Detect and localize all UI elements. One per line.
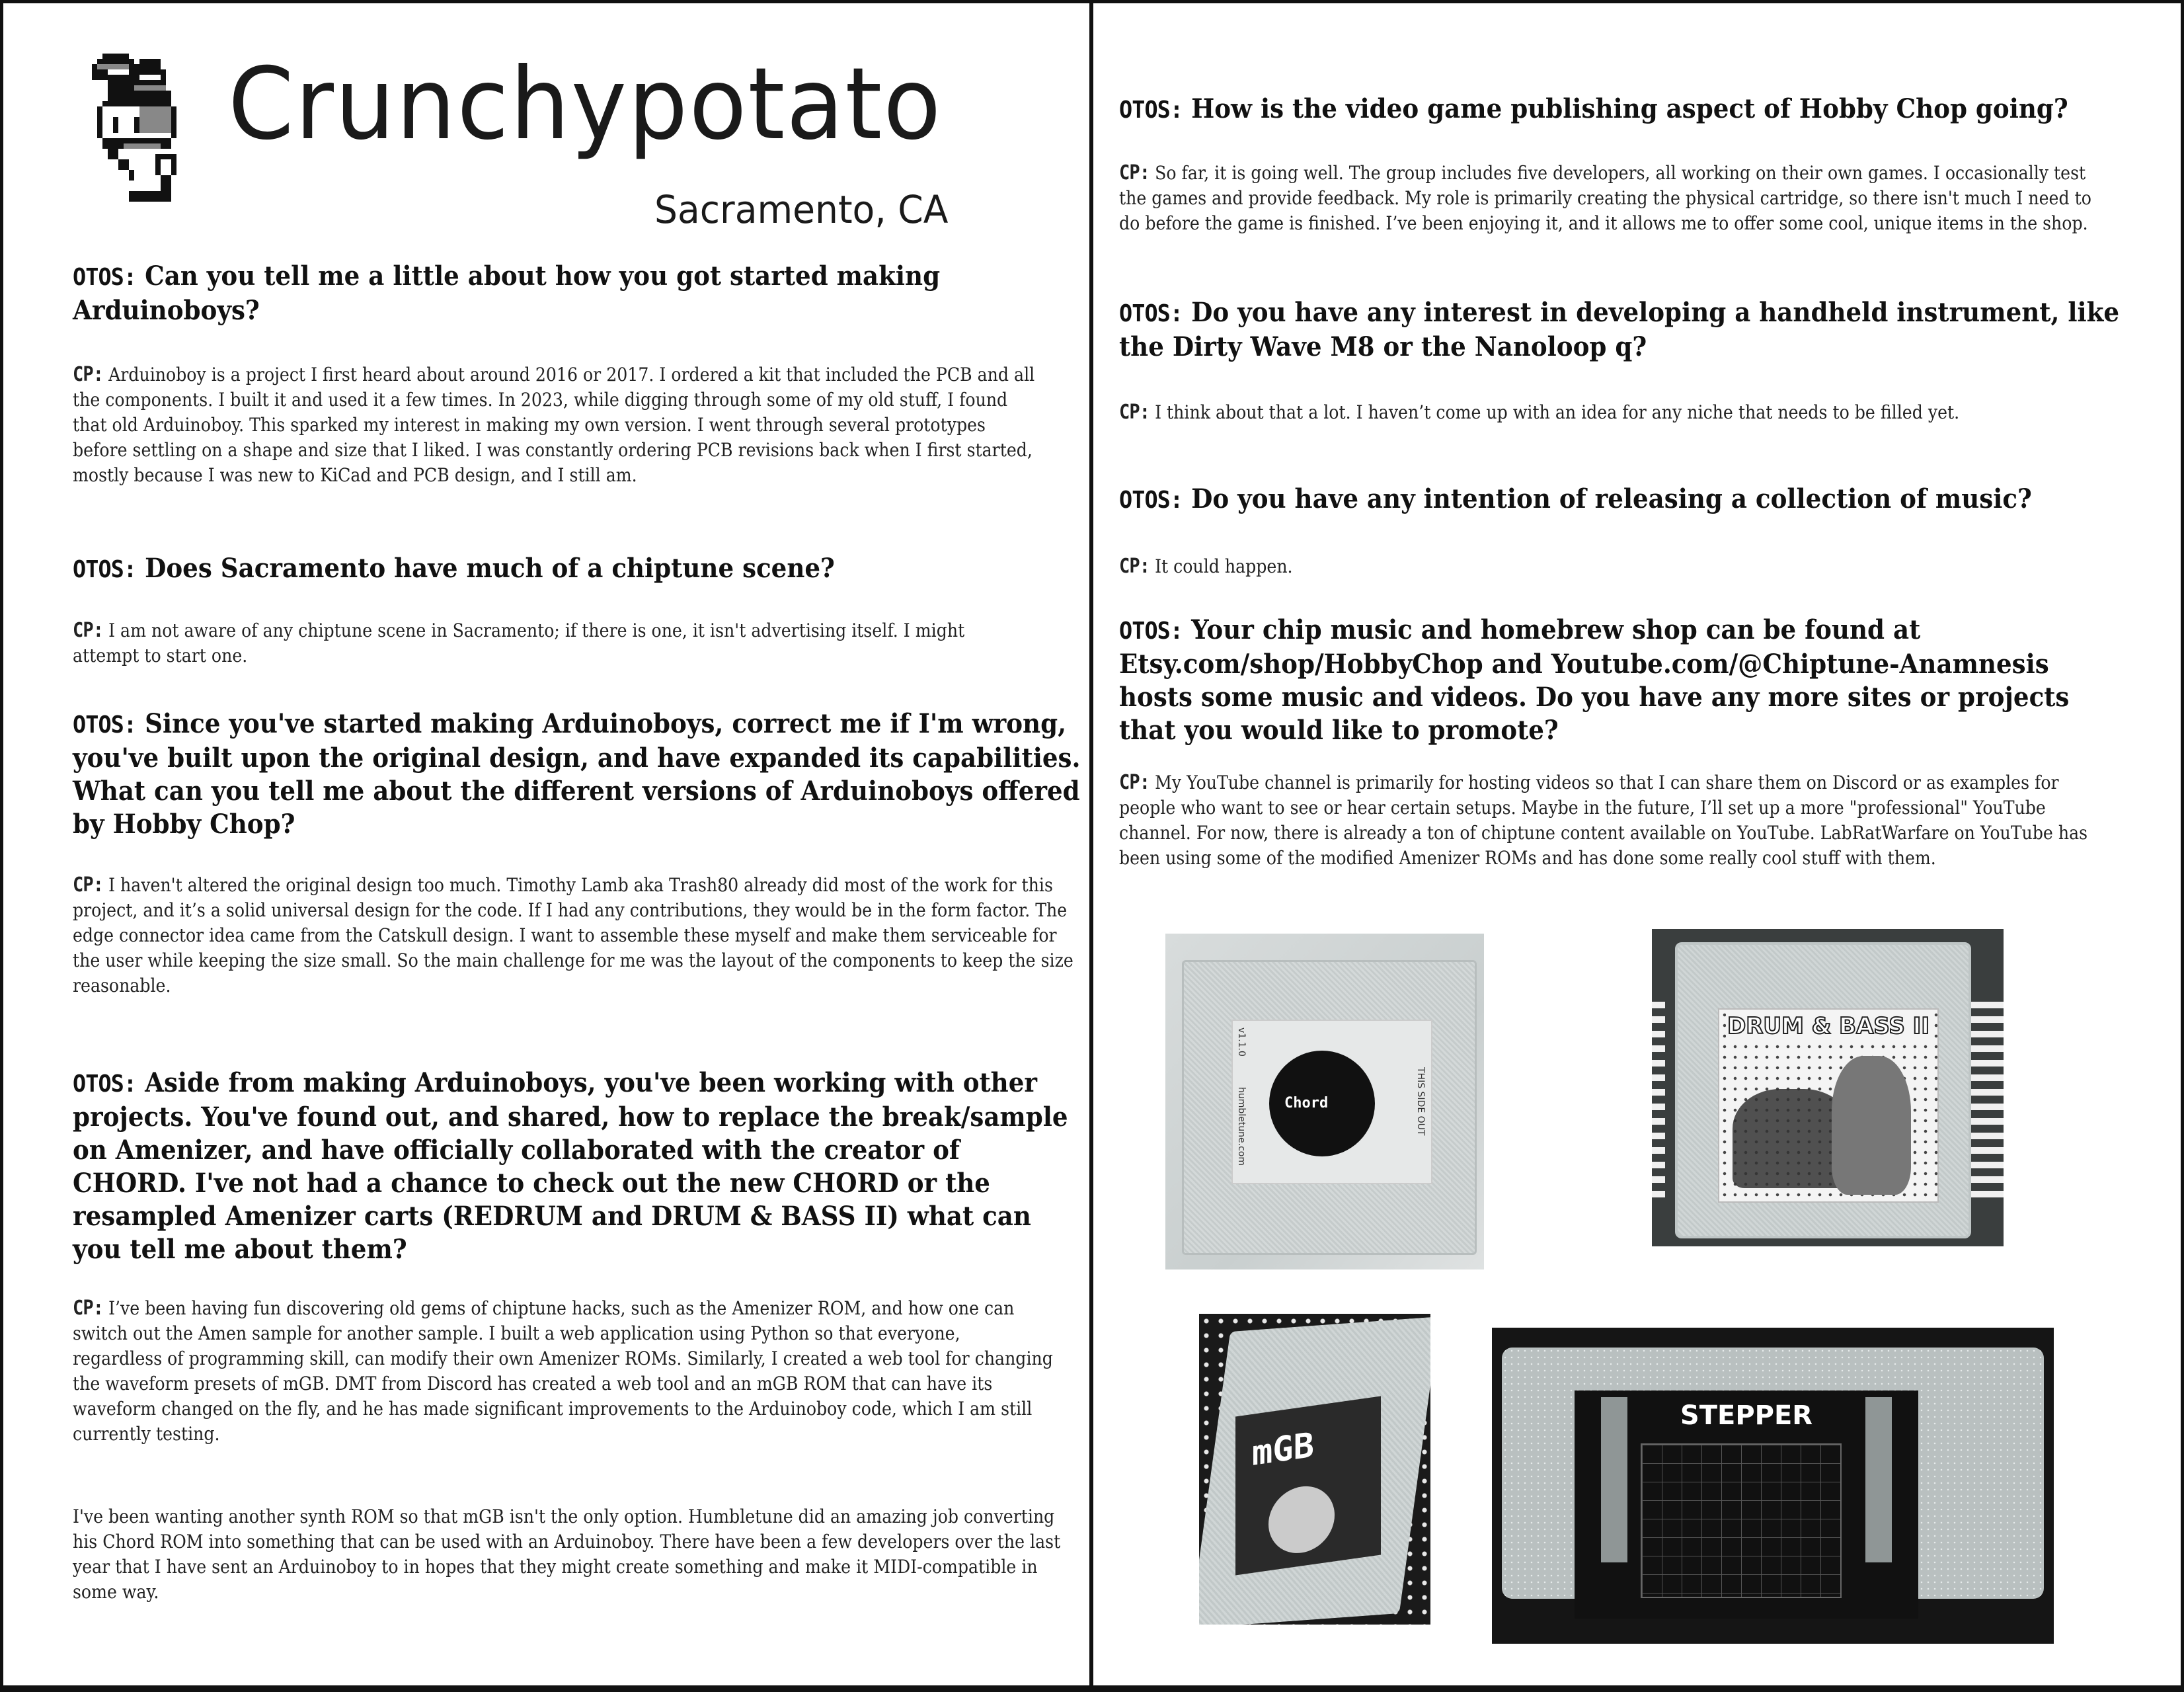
interviewer-label: OTOS: (1119, 487, 1183, 514)
question-text: Do you have any interest in developing a handheld instrument, like the Dirty Wave M8 or the Nanoloop q? (1119, 297, 2120, 362)
cartridge-label (1718, 1008, 1939, 1203)
photo-mgb-cartridge (1199, 1314, 1430, 1625)
interviewee-label: CP: (1119, 771, 1150, 794)
answer-text: My YouTube channel is primarily for hosting videos so that I can share them on Discord or as examples for people who want to see or hear certain setups. Maybe in the future, I’ll set up a more "professional" YouTube channel. For now, there is already a ton of chiptune content available on YouTube. LabRatWarfare on YouTube has been using some of the modified Amenizer ROMs and has done some really cool stuff with them. (1119, 772, 2088, 869)
question-8 (1119, 614, 2127, 747)
question-5 (1119, 93, 2127, 127)
question-2 (73, 552, 1056, 586)
interviewer-label: OTOS: (73, 556, 137, 583)
answer-text: So far, it is going well. The group includes five developers, all working on their own games. I occasionally test the games and provide feedback. My role is primarily creating the physical cartridge, so there isn't much I need to do before the game is finished. I’ve been enjoying it, and it allows me to offer some cool, unique items in the shop. (1119, 162, 2091, 234)
answer-3 (73, 873, 1078, 998)
photo-chord-cartridge (1165, 934, 1484, 1269)
interviewee-label: CP: (1119, 401, 1150, 424)
answer-text: I am not aware of any chiptune scene in Sacramento; if there is one, it isn't advertising itself. I might attempt to start one. (73, 620, 965, 666)
answer-1 (73, 362, 1036, 488)
interviewee-label: CP: (73, 363, 104, 386)
interviewer-label: OTOS: (1119, 97, 1183, 124)
pixel-globe-icon (1268, 1482, 1335, 1557)
photo-drum-bass-cartridge (1652, 929, 2004, 1246)
answer-6 (1119, 400, 2101, 425)
question-6 (1119, 296, 2127, 364)
interviewee-label: CP: (73, 619, 104, 642)
photo-stepper-cartridge (1492, 1328, 2054, 1644)
interviewer-label: OTOS: (1119, 300, 1183, 327)
location-subtitle: Sacramento, CA (654, 187, 949, 232)
interviewee-label: CP: (73, 873, 104, 897)
answer-8 (1119, 770, 2119, 871)
background-stripes (1652, 1002, 1665, 1200)
answer-5 (1119, 161, 2101, 236)
question-3 (73, 707, 1099, 841)
question-text: Your chip music and homebrew shop can be found at Etsy.com/shop/HobbyChop and Youtube.com/@Chiptune-Anamnesis hosts some music and videos. Do you have any more sites or projects that you would like to promote? (1119, 614, 2070, 746)
question-text: Do you have any intention of releasing a collection of music? (1191, 483, 2032, 514)
sequencer-grid-illustration (1641, 1443, 1842, 1598)
question-text: Can you tell me a little about how you got started making Arduinoboys? (73, 261, 941, 326)
cartridge-label (1575, 1390, 1918, 1619)
pixel-bunny-sprite-icon (71, 53, 187, 218)
cartridge-label (1235, 1396, 1381, 1576)
interviewer-label: OTOS: (73, 264, 137, 291)
answer-text: I’ve been having fun discovering old gems of chiptune hacks, such as the Amenizer ROM, and how one can switch out the Amen sample for another sample. I built a web application using Python so that everyone, regardless of programming skill, can modify their own Amenizer ROMs. Similarly, I created a web tool for changing the waveform presets of mGB. DMT from Discord has created a web tool and an mGB ROM that can have its waveform changed on the fly, and he has made significant improvements to the Arduinoboy code, which I am still currently testing. (73, 1297, 1053, 1445)
question-text: Since you've started making Arduinoboys, correct me if I'm wrong, you've built upon the original design, and have expanded its capabilities. What can you tell me about the different versions of Arduinoboys offered by Hobby Chop? (73, 708, 1081, 840)
interviewee-label: CP: (1119, 555, 1150, 578)
drummer-illustration (1832, 1056, 1911, 1195)
answer-text: I think about that a lot. I haven’t come up with an idea for any niche that needs to be filled yet. (1155, 401, 1960, 423)
interviewer-label: OTOS: (1119, 618, 1183, 645)
answer-text: Arduinoboy is a project I first heard about around 2016 or 2017. I ordered a kit that included the PCB and all the components. I built it and used it a few times. In 2023, while digging through some of my old stuff, I found that old Arduinoboy. This sparked my interest in making my own version. I went through several prototypes before settling on a shape and size that I liked. I was constantly ordering PCB revisions back when I first started, mostly because I was new to KiCad and PCB design, and I still am. (73, 364, 1035, 486)
question-7 (1119, 483, 2127, 517)
answer-4-continued (73, 1504, 1078, 1605)
label-title: DRUM & BASS II (1726, 1013, 1931, 1039)
answer-text: I've been wanting another synth ROM so that mGB isn't the only option. Humbletune did an amazing job converting his Chord ROM into something that can be used with an Arduinoboy. There have been a few developers over the last year that I have sent an Arduinoboy to in hopes that they might create something and make it MIDI-compatible in some way. (73, 1506, 1061, 1603)
version-text: v1.1.0 (1236, 1027, 1247, 1057)
question-text: Aside from making Arduinoboys, you've been working with other projects. You've found out, and shared, how to replace the break/sample on Amenizer, and have officially collaborated with the creator of CHORD. I've not had a chance to check out the new CHORD or the resampled Amenizer carts (REDRUM and DRUM & BASS II) what can you tell me about them? (73, 1067, 1068, 1265)
answer-text: I haven't altered the original design too much. Timothy Lamb aka Trash80 already did most of the work for this project, and it’s a solid universal design for the code. If I had any contributions, they would be in the form factor. The edge connector idea came from the Catskull design. I want to assemble these myself and make them serviceable for the user while keeping the size small. So the main challenge for me was the layout of the components to keep the size reasonable. (73, 874, 1073, 996)
question-4 (73, 1067, 1069, 1266)
label-title: STEPPER (1680, 1400, 1813, 1431)
side-out-text: THIS SIDE OUT (1415, 1067, 1426, 1136)
question-1 (73, 260, 1032, 327)
answer-text: It could happen. (1155, 555, 1293, 577)
answer-4 (73, 1296, 1054, 1447)
interviewee-label: CP: (1119, 161, 1150, 184)
answer-2 (73, 618, 1025, 668)
cartridge-label (1231, 1020, 1432, 1184)
interviewer-label: OTOS: (73, 1070, 137, 1098)
question-text: Does Sacramento have much of a chiptune scene? (145, 553, 835, 584)
interviewee-label: CP: (73, 1297, 104, 1320)
question-text: How is the video game publishing aspect of Hobby Chop going? (1191, 93, 2068, 124)
site-text: humbletune.com (1236, 1087, 1247, 1166)
chord-logo-text: Chord (1284, 1095, 1329, 1111)
column-divider (1089, 0, 1093, 1692)
answer-7 (1119, 554, 2101, 579)
page-title: Crunchypotato (228, 47, 943, 162)
label-title: mGB (1252, 1425, 1314, 1474)
interviewer-label: OTOS: (73, 711, 137, 739)
